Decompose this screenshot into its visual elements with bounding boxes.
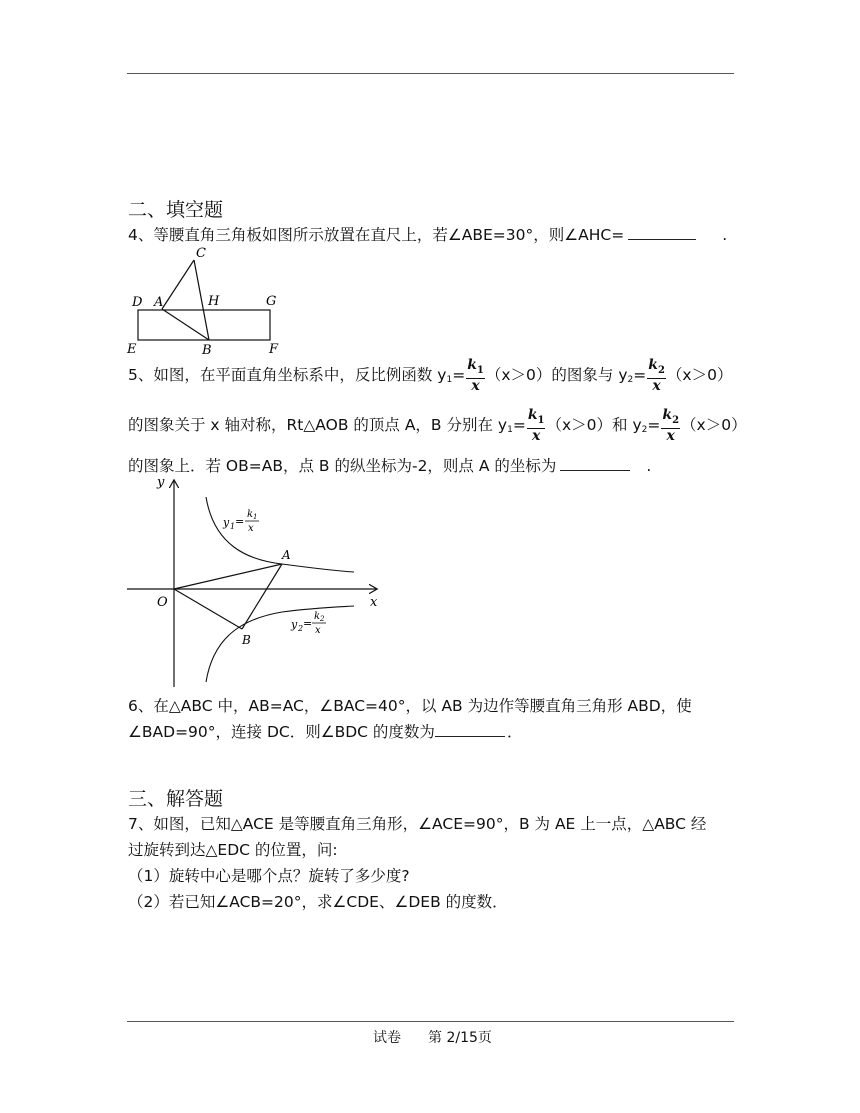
fraction-k1-x: $\frac{k_1}{x}$ xyxy=(467,357,484,394)
answer-blank-6 xyxy=(435,722,505,737)
question-5-line-2: 的图象关于 x 轴对称，Rt△AOB 的顶点 A，B 分别在 $y_1=$ $\frac{k_1}{x}$ （x＞0）和 $y_2=$ $\frac{k_2}{x}$ （x＞0） xyxy=(128,407,747,444)
label-point-a: A xyxy=(282,548,291,562)
segment-oa xyxy=(174,564,282,589)
question-4-text: 4、等腰直角三角板如图所示放置在直尺上，若∠ABE=30°，则∠AHC= xyxy=(128,226,625,244)
label-g: G xyxy=(266,294,277,309)
label-b: B xyxy=(202,343,212,358)
label-y-axis: y xyxy=(157,475,165,490)
label-h: H xyxy=(208,294,220,309)
label-c: C xyxy=(196,246,206,261)
fraction-k1-x-2: $\frac{k_1}{x}$ xyxy=(527,407,545,444)
question-7-part-2: （2）若已知∠ACB=20°，求∠CDE、∠DEB 的度数． xyxy=(128,893,508,911)
svg-text:2: 2 xyxy=(298,624,304,633)
figure-q4 xyxy=(125,243,295,358)
footer-left: 试卷 xyxy=(373,1030,401,1046)
question-7-line-1: 7、如图，已知△ACE 是等腰直角三角形，∠ACE=90°，B 为 AE 上一点，△ABC 经 xyxy=(128,815,707,833)
question-5-line-1: 5、如图，在平面直角坐标系中，反比例函数 $y_1=$ $\frac{k_1}{x}$ （x＞0）的图象与 $y_2=$ $\frac{k_2}{x}$ （x＞0） xyxy=(128,357,733,394)
label-a: A xyxy=(154,295,164,310)
svg-text:x: x xyxy=(315,625,321,636)
section-3-title: 三、解答题 xyxy=(128,788,224,810)
svg-text:x: x xyxy=(248,523,254,534)
label-e: E xyxy=(127,342,137,357)
fraction-k2-x: $\frac{k_2}{x}$ xyxy=(648,357,665,394)
svg-text:=: = xyxy=(235,515,245,528)
svg-text:y: y xyxy=(291,618,298,631)
label-y1-equation xyxy=(222,509,259,534)
question-5-line-3: 的图象上．若 OB=AB，点 B 的纵坐标为-2，则点 A 的坐标为 . xyxy=(128,457,652,475)
label-d: D xyxy=(132,295,143,310)
svg-text:k: k xyxy=(314,611,321,622)
footer-page-number: 第 2/15页 xyxy=(428,1030,492,1046)
footer-rule xyxy=(127,1021,734,1022)
question-7-part-1: （1）旋转中心是哪个点？旋转了多少度? xyxy=(128,867,410,885)
curve-y2 xyxy=(206,606,354,682)
triangle-side-ac xyxy=(162,260,194,309)
svg-text:=: = xyxy=(303,617,313,630)
segment-ob xyxy=(174,589,242,629)
answer-blank-4 xyxy=(628,225,696,240)
question-7-line-2: 过旋转到达△EDC 的位置，问: xyxy=(128,841,338,859)
figure-q5 xyxy=(122,475,382,690)
question-4 xyxy=(128,225,727,245)
question-4-tail: . xyxy=(722,226,728,244)
triangle-side-ab xyxy=(162,309,209,340)
svg-text:1: 1 xyxy=(230,522,236,531)
question-6-line-2: ∠BAD=90°，连接 DC．则∠BDC 的度数为 ． xyxy=(128,723,523,741)
header-rule xyxy=(127,73,734,74)
curve-y1 xyxy=(206,497,354,572)
svg-text:2: 2 xyxy=(320,615,325,623)
label-point-b: B xyxy=(242,633,251,647)
label-f: F xyxy=(269,342,279,357)
section-2-title: 二、填空题 xyxy=(128,199,224,221)
label-y2-equation xyxy=(290,611,326,636)
question-6-line-1: 6、在△ABC 中，AB=AC，∠BAC=40°，以 AB 为边作等腰直角三角形 ABD，使 xyxy=(128,697,692,715)
label-origin: O xyxy=(157,595,168,610)
label-x-axis: x xyxy=(370,595,378,610)
answer-blank-5 xyxy=(560,456,630,471)
segment-ab xyxy=(242,564,282,629)
svg-text:1: 1 xyxy=(253,513,258,521)
fraction-k2-x-2: $\frac{k_2}{x}$ xyxy=(662,407,680,444)
svg-text:y: y xyxy=(223,516,230,529)
triangle-side-cb xyxy=(194,260,209,340)
svg-text:k: k xyxy=(247,509,254,520)
